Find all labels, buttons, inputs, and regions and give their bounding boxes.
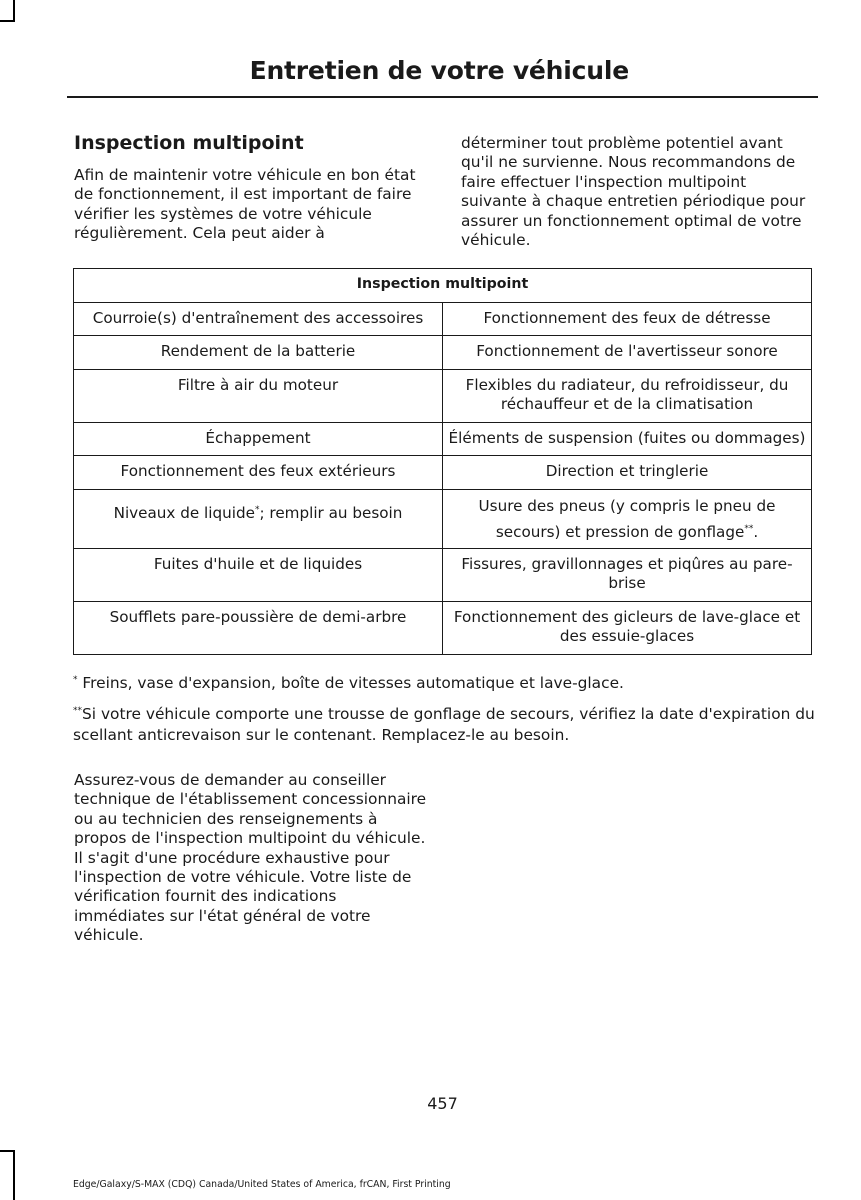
footnote-2 bbox=[73, 704, 818, 745]
cell-text: . bbox=[753, 522, 759, 541]
inspection-table bbox=[73, 268, 812, 655]
table-cell: Fuites d'huile et de liquides bbox=[74, 548, 443, 601]
table-row bbox=[74, 336, 812, 370]
table-cell: Fonctionnement des gicleurs de lave-glace et des essuie-glaces bbox=[443, 601, 812, 654]
intro-paragraph-right: déterminer tout problème potentiel avant qu'il ne survienne. Nous recommandons de faire effectuer l'inspection multipoint suivante à chaque entretien périodique pour assurer un fonctionnement optimal de votre véhicule. bbox=[461, 134, 806, 250]
table-row bbox=[74, 456, 812, 490]
table-cell: Fonctionnement des feux extérieurs bbox=[74, 456, 443, 490]
crop-mark-top-left-h bbox=[0, 20, 15, 22]
table-row bbox=[74, 601, 812, 654]
crop-mark-bottom-left-v bbox=[13, 1150, 15, 1200]
table-cell: Flexibles du radiateur, du refroidisseur, du réchauffeur et de la climatisation bbox=[443, 369, 812, 422]
table-row bbox=[74, 489, 812, 548]
table-cell bbox=[443, 489, 812, 548]
table-header-row bbox=[74, 269, 812, 303]
footnote-text: Freins, vase d'expansion, boîte de vitesses automatique et lave-glace. bbox=[77, 674, 624, 692]
table-cell: Fonctionnement de l'avertisseur sonore bbox=[443, 336, 812, 370]
crop-mark-top-left-v bbox=[13, 0, 15, 22]
table-cell: Soufflets pare-poussière de demi-arbre bbox=[74, 601, 443, 654]
crop-mark-bottom-left-h bbox=[0, 1150, 15, 1152]
table-cell: Rendement de la batterie bbox=[74, 336, 443, 370]
table-row bbox=[74, 369, 812, 422]
cell-text: Niveaux de liquide bbox=[113, 504, 255, 523]
intro-paragraph-left: Afin de maintenir votre véhicule en bon état de fonctionnement, il est important de faire vérifier les systèmes de votre véhicule régulièrement. Cela peut aider à bbox=[74, 166, 416, 243]
table-row bbox=[74, 422, 812, 456]
table-cell: Fissures, gravillonnages et piqûres au pare-brise bbox=[443, 548, 812, 601]
table-cell: Direction et tringlerie bbox=[443, 456, 812, 490]
footnote-1 bbox=[73, 673, 818, 694]
table-row bbox=[74, 302, 812, 336]
cell-text: Usure des pneus (y compris le pneu de secours) et pression de gonflage bbox=[478, 496, 776, 541]
page-header-title: Entretien de votre véhicule bbox=[249, 56, 629, 85]
outro-paragraph: Assurez-vous de demander au conseiller technique de l'établissement concessionnaire ou au technicien des renseignements à propos de l'inspection multipoint du véhicule. Il s'agit d'une procédure exhaustive pour l'inspection de votre véhicule. Votre liste de vérification fournit des indications immédiates sur l'état général de votre véhicule. bbox=[74, 771, 427, 945]
footnote-marker: * bbox=[254, 505, 260, 516]
table-row bbox=[74, 548, 812, 601]
table-cell: Fonctionnement des feux de détresse bbox=[443, 302, 812, 336]
table-title: Inspection multipoint bbox=[74, 269, 812, 303]
footnote-marker: ** bbox=[73, 705, 82, 716]
footnote-text: Si votre véhicule comporte une trousse de gonflage de secours, vérifiez la date d'expiration du scellant anticrevaison sur le contenant. Remplacez-le au besoin. bbox=[73, 705, 815, 744]
header-rule bbox=[67, 96, 818, 98]
table-cell: Échappement bbox=[74, 422, 443, 456]
page-number: 457 bbox=[427, 1094, 458, 1113]
footnote-marker: ** bbox=[744, 523, 754, 534]
table-cell: Éléments de suspension (fuites ou dommages) bbox=[443, 422, 812, 456]
table-cell bbox=[74, 489, 443, 548]
footer-printing-info: Edge/Galaxy/S-MAX (CDQ) Canada/United States of America, frCAN, First Printing bbox=[73, 1179, 451, 1190]
cell-text: ; remplir au besoin bbox=[259, 504, 403, 523]
section-heading: Inspection multipoint bbox=[74, 132, 304, 154]
table-cell: Courroie(s) d'entraînement des accessoires bbox=[74, 302, 443, 336]
footnote-marker: * bbox=[73, 674, 78, 685]
table-cell: Filtre à air du moteur bbox=[74, 369, 443, 422]
